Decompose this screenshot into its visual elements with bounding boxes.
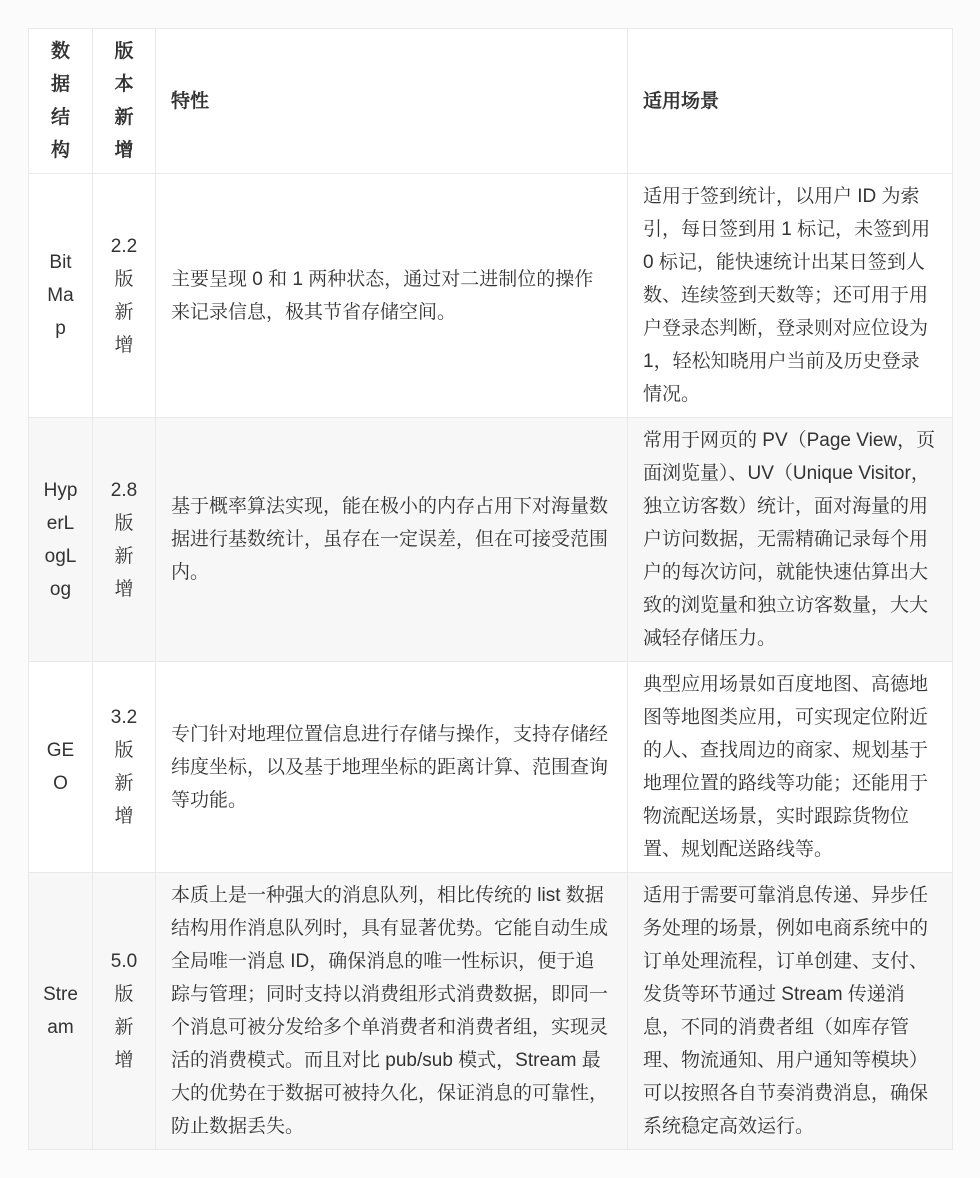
cell-version: 5.0 版新增 bbox=[93, 873, 156, 1150]
header-use-case: 适用场景 bbox=[628, 29, 953, 174]
data-structures-table bbox=[28, 28, 953, 1150]
cell-structure: GEO bbox=[29, 662, 93, 873]
cell-version: 2.2 版新增 bbox=[93, 174, 156, 418]
table-row bbox=[29, 174, 953, 418]
table-row bbox=[29, 662, 953, 873]
table-row bbox=[29, 873, 953, 1150]
cell-version: 3.2 版新增 bbox=[93, 662, 156, 873]
cell-structure: BitMap bbox=[29, 174, 93, 418]
header-row bbox=[29, 29, 953, 174]
cell-structure: HyperLogLog bbox=[29, 418, 93, 662]
header-feature: 特性 bbox=[156, 29, 628, 174]
cell-scenario: 常用于网页的 PV（Page View，页面浏览量）、UV（Unique Visitor，独立访客数）统计，面对海量的用户访问数据，无需精确记录每个用户的每次访问，就能快速估算出大致的浏览量和独立访客数量，大大减轻存储压力。 bbox=[628, 418, 953, 662]
cell-scenario: 适用于需要可靠消息传递、异步任务处理的场景，例如电商系统中的订单处理流程，订单创建、支付、发货等环节通过 Stream 传递消息，不同的消费者组（如库存管理、物流通知、用户通知等模块）可以按照各自节奏消费消息，确保系统稳定高效运行。 bbox=[628, 873, 953, 1150]
cell-scenario: 适用于签到统计，以用户 ID 为索引，每日签到用 1 标记，未签到用 0 标记，能快速统计出某日签到人数、连续签到天数等；还可用于用户登录态判断，登录则对应位设为 1，轻松知晓用户当前及历史登录情况。 bbox=[628, 174, 953, 418]
cell-structure: Stream bbox=[29, 873, 93, 1150]
cell-feature: 专门针对地理位置信息进行存储与操作，支持存储经纬度坐标，以及基于地理坐标的距离计算、范围查询等功能。 bbox=[156, 662, 628, 873]
table-row bbox=[29, 418, 953, 662]
cell-feature: 基于概率算法实现，能在极小的内存占用下对海量数据进行基数统计，虽存在一定误差，但在可接受范围内。 bbox=[156, 418, 628, 662]
cell-feature: 本质上是一种强大的消息队列，相比传统的 list 数据结构用作消息队列时，具有显著优势。它能自动生成全局唯一消息 ID，确保消息的唯一性标识，便于追踪与管理；同时支持以消费组形式消费数据，即同一个消息可被分发给多个单消费者和消费者组，实现灵活的消费模式。而且对比 pub/sub 模式，Stream 最大的优势在于数据可被持久化，保证消息的可靠性，防止数据丢失。 bbox=[156, 873, 628, 1150]
cell-scenario: 典型应用场景如百度地图、高德地图等地图类应用，可实现定位附近的人、查找周边的商家、规划基于地理位置的路线等功能；还能用于物流配送场景，实时跟踪货物位置、规划配送路线等。 bbox=[628, 662, 953, 873]
cell-version: 2.8 版新增 bbox=[93, 418, 156, 662]
header-version-added: 版本新增 bbox=[93, 29, 156, 174]
cell-feature: 主要呈现 0 和 1 两种状态，通过对二进制位的操作来记录信息，极其节省存储空间。 bbox=[156, 174, 628, 418]
header-data-structure: 数据结构 bbox=[29, 29, 93, 174]
